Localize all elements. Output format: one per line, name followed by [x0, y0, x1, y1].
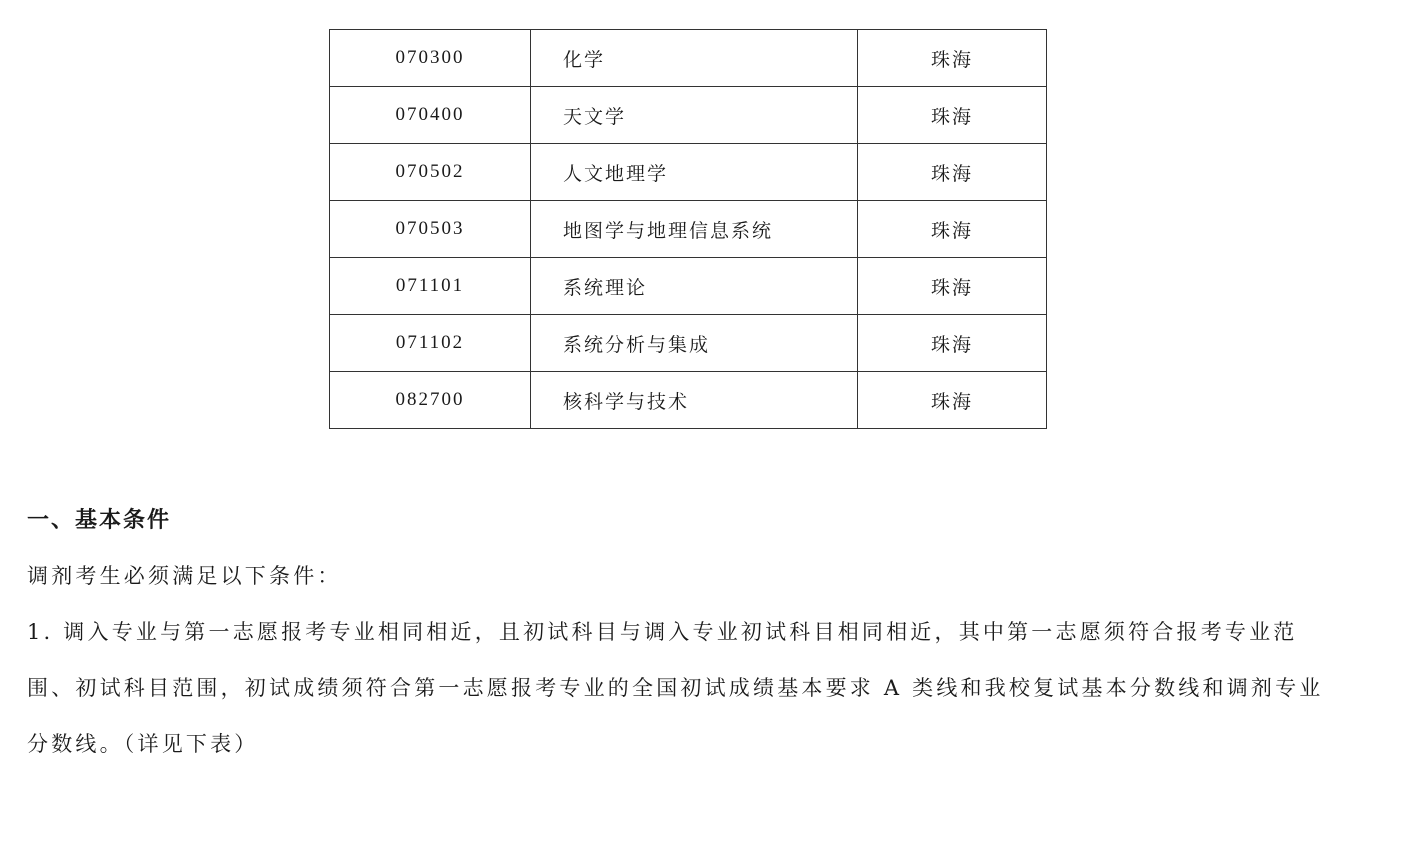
- table-row: [330, 258, 1047, 315]
- section-heading: 一、基本条件: [27, 507, 172, 533]
- major-name-cell: 天文学: [531, 87, 858, 144]
- campus-cell: 珠海: [858, 258, 1047, 315]
- campus-cell: 珠海: [858, 30, 1047, 87]
- table-row: [330, 144, 1047, 201]
- major-name-cell: 核科学与技术: [531, 372, 858, 429]
- major-code-cell: 070502: [330, 144, 531, 201]
- intro-paragraph: 调剂考生必须满足以下条件：: [27, 564, 342, 588]
- condition-1-line-1: 1. 调入专业与第一志愿报考专业相同相近，且初试科目与调入专业初试科目相同相近，其中第一志愿须符合报考专业范: [27, 620, 1298, 644]
- major-code-cell: 071102: [330, 315, 531, 372]
- campus-cell: 珠海: [858, 87, 1047, 144]
- major-code-cell: 070400: [330, 87, 531, 144]
- major-code-cell: 070300: [330, 30, 531, 87]
- major-name-cell: 地图学与地理信息系统: [531, 201, 858, 258]
- majors-table-body: [330, 30, 1047, 429]
- major-name-cell: 化学: [531, 30, 858, 87]
- major-name-cell: 系统分析与集成: [531, 315, 858, 372]
- table-row: [330, 201, 1047, 258]
- campus-cell: 珠海: [858, 372, 1047, 429]
- major-name-cell: 人文地理学: [531, 144, 858, 201]
- table-row: [330, 372, 1047, 429]
- table-row: [330, 30, 1047, 87]
- table-row: [330, 87, 1047, 144]
- major-code-cell: 071101: [330, 258, 531, 315]
- condition-1-line-2: 围、初试科目范围，初试成绩须符合第一志愿报考专业的全国初试成绩基本要求 A 类线和我校复试基本分数线和调剂专业: [27, 676, 1324, 700]
- major-code-cell: 070503: [330, 201, 531, 258]
- campus-cell: 珠海: [858, 201, 1047, 258]
- table-row: [330, 315, 1047, 372]
- majors-table-container: [329, 29, 1047, 429]
- condition-1-line-3: 分数线。（详见下表）: [27, 732, 259, 756]
- major-code-cell: 082700: [330, 372, 531, 429]
- campus-cell: 珠海: [858, 144, 1047, 201]
- majors-table: [329, 29, 1047, 429]
- major-name-cell: 系统理论: [531, 258, 858, 315]
- campus-cell: 珠海: [858, 315, 1047, 372]
